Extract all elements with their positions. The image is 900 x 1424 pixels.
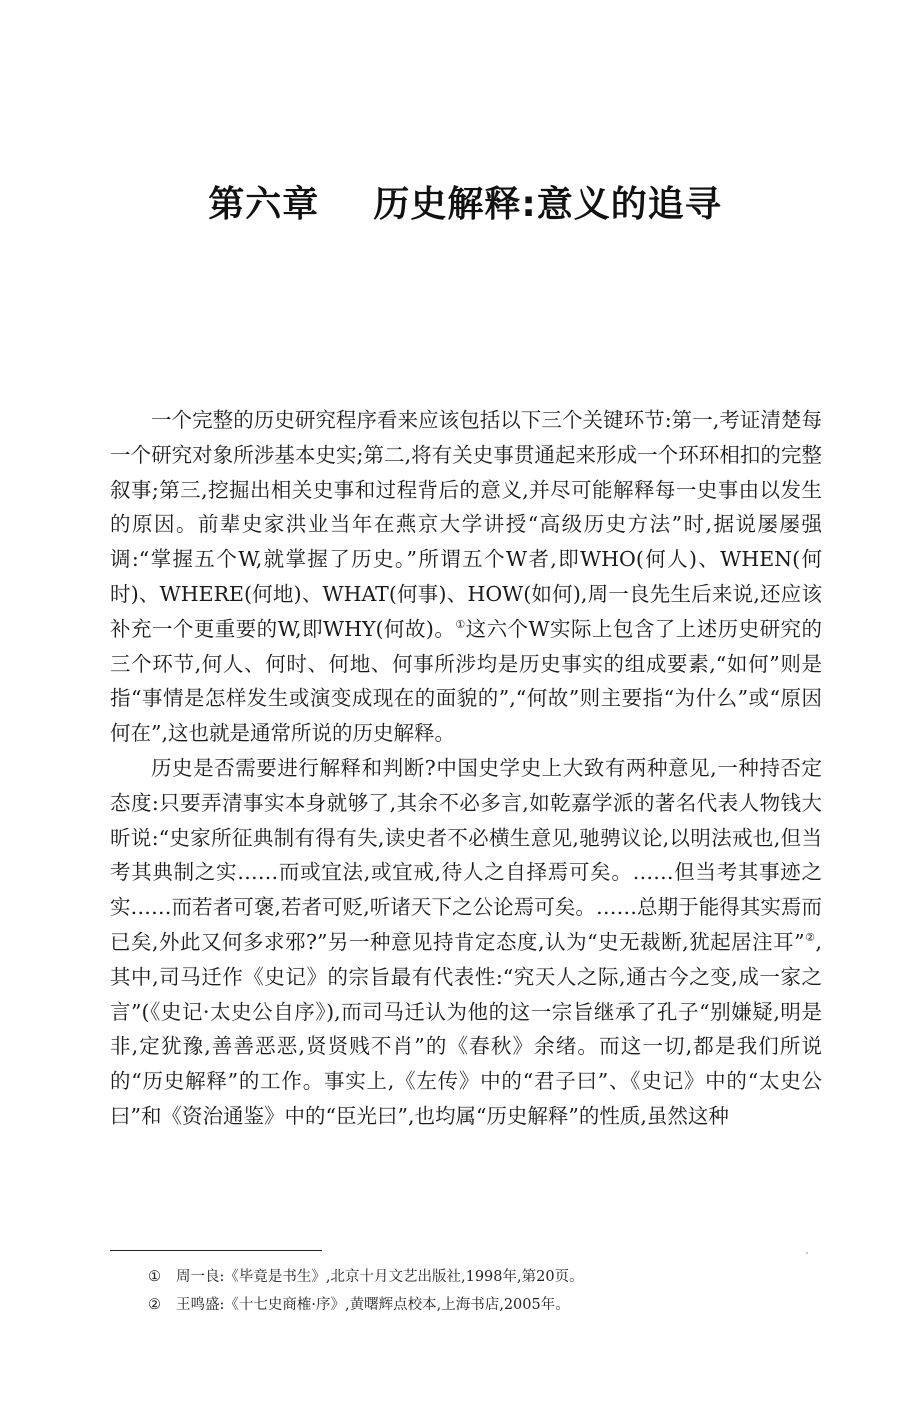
footnote-1-text: 周一良:《毕竟是书生》,北京十月文艺出版社,1998年,第20页。	[176, 1269, 584, 1285]
footnote-divider	[110, 1250, 322, 1251]
footnote-2-text: 王鸣盛:《十七史商榷·序》,黄曙辉点校本,上海书店,2005年。	[176, 1297, 570, 1313]
footnote-1	[148, 1263, 828, 1291]
footnote-ref-2: ②	[804, 931, 816, 945]
paragraph-2-tail: ,其中,司马迁作《史记》的宗旨最有代表性:“究天人之际,通古今之变,成一家之言”(《史记·太史公自序》),而司马迁认为他的这一宗旨继承了孔子“别嫌疑,明是非,定犹豫,善善恶恶,贤贤贱不肖”的《春秋》余绪。而这一切,都是我们所说的“历史解释”的工作。事实上,《左传》中的“君子曰”、《史记》中的“太史公曰”和《资治通鉴》中的“臣光曰”,也均属“历史解释”的性质,虽然这种	[110, 929, 822, 1128]
print-speck	[806, 1252, 808, 1254]
paragraph-2	[110, 751, 822, 1134]
body-text	[110, 403, 822, 1134]
paragraph-1	[110, 403, 822, 751]
footnote-ref-1: ①	[455, 617, 466, 631]
paragraph-1-text: 一个完整的历史研究程序看来应该包括以下三个关键环节:第一,考证清楚每一个研究对象所涉基本史实;第二,将有关史事贯通起来形成一个环环相扣的完整叙事;第三,挖掘出相关史事和过程背后的意义,并尽可能解释每一史事由以发生的原因。前辈史家洪业当年在燕京大学讲授“高级历史方法”时,据说屡屡强调:“掌握五个W,就掌握了历史。”所谓五个W者,即WHO(何人)、WHEN(何时)、WHERE(何地)、WHAT(何事)、HOW(如何),周一良先生后来说,还应该补充一个更重要的W,即WHY(何故)。	[110, 408, 822, 641]
paragraph-2-text: 历史是否需要进行解释和判断?中国史学史上大致有两种意见,一种持否定态度:只要弄清事实本身就够了,其余不必多言,如乾嘉学派的著名代表人物钱大昕说:“史家所征典制有得有失,读史者不必横生意见,驰骋议论,以明法戒也,但当考其典制之实……而或宜法,或宜戒,待人之自择焉可矣。……但当考其事迹之实……而若者可褒,若者可贬,听诸天下之公论焉可矣。……总期于能得其实焉而已矣,外此又何多求邪?”另一种意见持肯定态度,认为“史无裁断,犹起居注耳”	[110, 755, 822, 954]
chapter-title: 第六章 历史解释:意义的追寻	[208, 184, 722, 225]
footnotes	[148, 1263, 828, 1319]
footnote-2-mark: ②	[148, 1297, 161, 1313]
footnote-2	[148, 1291, 828, 1319]
footnote-1-mark: ①	[148, 1269, 161, 1285]
paragraph-1-tail: 这六个W实际上包含了上述历史研究的三个环节,何人、何时、何地、何事所涉均是历史事实的组成要素,“如何”则是指“事情是怎样发生或演变成现在的面貌的”,“何故”则主要指“为什么”或“原因何在”,这也就是通常所说的历史解释。	[110, 616, 822, 746]
